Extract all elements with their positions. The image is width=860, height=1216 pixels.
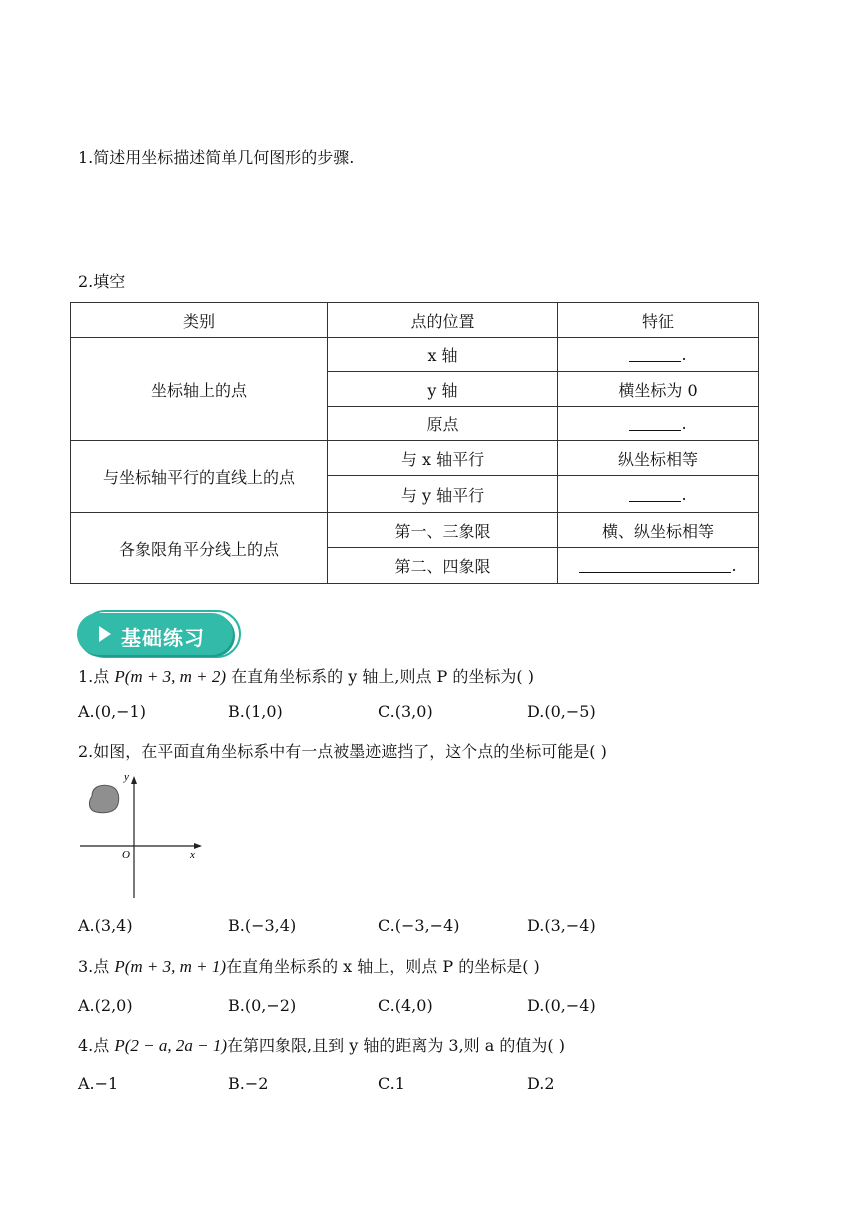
- option-d[interactable]: D.(3,−4): [527, 916, 596, 935]
- option-b[interactable]: B.(0,−2): [228, 996, 297, 1015]
- option-b[interactable]: B.−2: [228, 1074, 269, 1093]
- y-axis-label: y: [124, 771, 129, 783]
- position-cell: 与 x 轴平行: [328, 441, 558, 476]
- position-cell: 第一、三象限: [328, 513, 558, 548]
- header-feature: 特征: [558, 303, 759, 338]
- feature-cell: 纵坐标相等: [558, 441, 759, 476]
- table-row: [71, 513, 759, 548]
- feature-blank[interactable]: .: [558, 548, 759, 584]
- feature-cell: 横坐标为 0: [558, 372, 759, 407]
- category-bisector: 各象限角平分线上的点: [71, 513, 328, 584]
- ink-blot-icon: [89, 785, 118, 812]
- feature-blank[interactable]: .: [558, 407, 759, 441]
- question-4-stem: 4.点 P(2 − a, 2a − 1)在第四象限,且到 y 轴的距离为 3,则 a 的值为( ): [78, 1036, 565, 1055]
- feature-blank[interactable]: .: [558, 476, 759, 513]
- position-cell: 第二、四象限: [328, 548, 558, 584]
- option-d[interactable]: D.2: [527, 1074, 555, 1093]
- option-c[interactable]: C.(3,0): [378, 702, 433, 721]
- banner-label: 基础练习: [121, 626, 205, 650]
- option-a[interactable]: A.(3,4): [78, 916, 133, 935]
- option-d[interactable]: D.(0,−4): [527, 996, 596, 1015]
- play-icon: [99, 626, 111, 642]
- position-cell: y 轴: [328, 372, 558, 407]
- feature-blank[interactable]: .: [558, 338, 759, 372]
- x-axis-label: x: [190, 849, 195, 861]
- option-c[interactable]: C.(4,0): [378, 996, 433, 1015]
- option-c[interactable]: C.1: [378, 1074, 405, 1093]
- question-2-stem: 2.如图，在平面直角坐标系中有一点被墨迹遮挡了，这个点的坐标可能是( ): [78, 742, 607, 761]
- header-position: 点的位置: [328, 303, 558, 338]
- origin-label: O: [122, 849, 130, 861]
- option-c[interactable]: C.(−3,−4): [378, 916, 460, 935]
- fill-in-table: [70, 302, 759, 584]
- position-cell: x 轴: [328, 338, 558, 372]
- position-cell: 原点: [328, 407, 558, 441]
- coordinate-figure: [78, 770, 208, 902]
- option-b[interactable]: B.(1,0): [228, 702, 283, 721]
- table-row: [71, 441, 759, 476]
- question-3-stem: 3.点 P(m + 3, m + 1)在直角坐标系的 x 轴上，则点 P 的坐标是( ): [78, 957, 540, 976]
- option-b[interactable]: B.(−3,4): [228, 916, 297, 935]
- question-describe-steps: 1.简述用坐标描述简单几何图形的步骤.: [78, 148, 355, 167]
- banner-pill: [77, 613, 233, 655]
- position-cell: 与 y 轴平行: [328, 476, 558, 513]
- section-banner: [75, 608, 245, 660]
- category-parallel-line: 与坐标轴平行的直线上的点: [71, 441, 328, 513]
- header-category: 类别: [71, 303, 328, 338]
- x-axis-arrow-icon: [194, 843, 202, 849]
- option-a[interactable]: A.(0,−1): [78, 702, 146, 721]
- feature-cell: 横、纵坐标相等: [558, 513, 759, 548]
- category-on-axis: 坐标轴上的点: [71, 338, 328, 441]
- table-header-row: [71, 303, 759, 338]
- y-axis-arrow-icon: [131, 776, 137, 784]
- fill-in-title: 2.填空: [78, 272, 126, 291]
- option-a[interactable]: A.(2,0): [78, 996, 133, 1015]
- question-1-stem: 1.点 P(m + 3, m + 2) 在直角坐标系的 y 轴上,则点 P 的坐标为( ): [78, 667, 534, 686]
- table-row: [71, 338, 759, 372]
- option-a[interactable]: A.−1: [78, 1074, 119, 1093]
- option-d[interactable]: D.(0,−5): [527, 702, 596, 721]
